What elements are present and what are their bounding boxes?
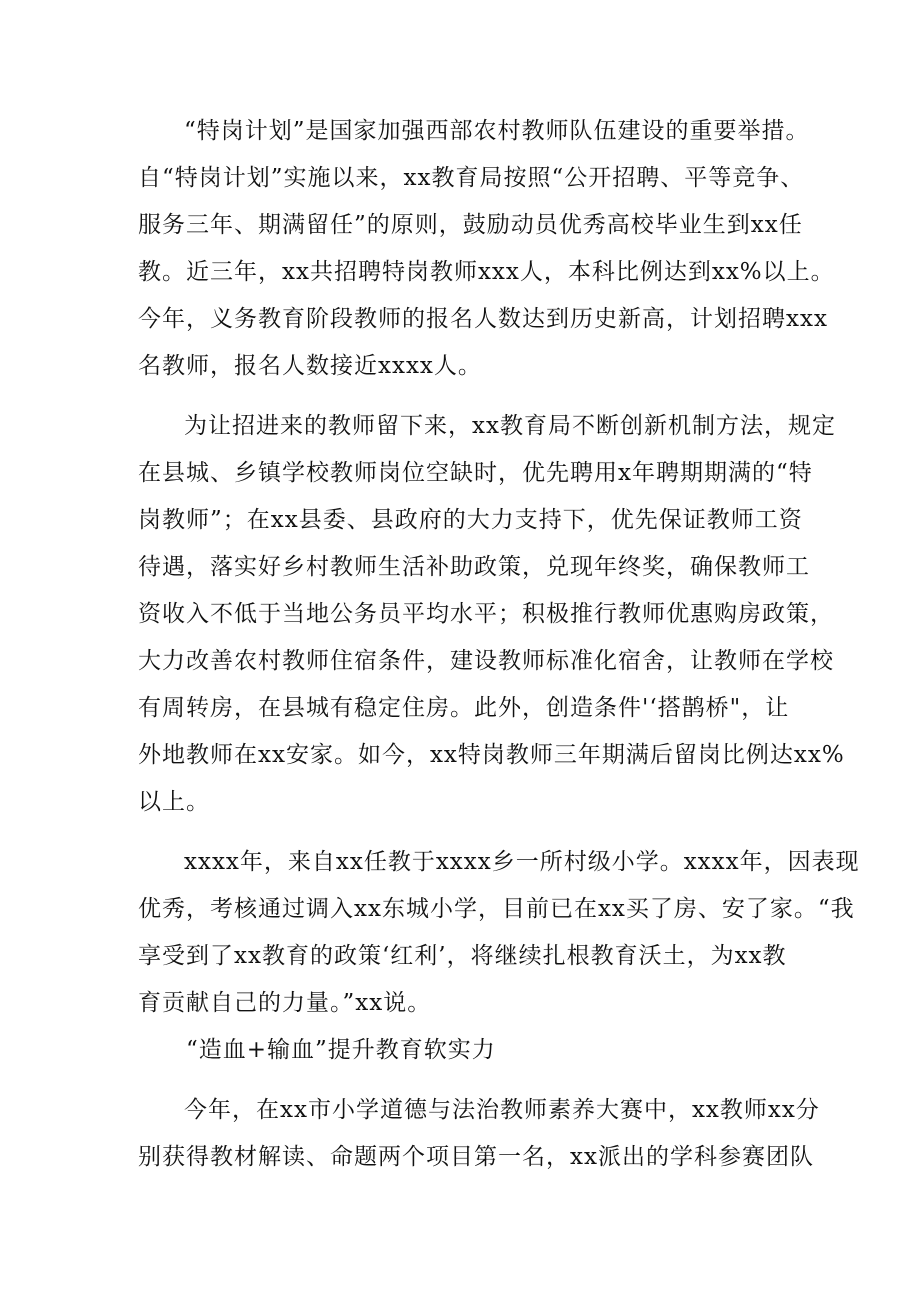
paragraph-teacher-story [138, 839, 860, 1027]
text-line: xxxx年，来自xx任教于xxxx乡一所村级小学。xxxx年，因表现 [184, 849, 860, 875]
text-line: 资收入不低于当地公务员平均水平；积极推行教师优惠购房政策， [138, 601, 834, 627]
text-line: 育贡献自己的力量。”xx说。 [138, 990, 432, 1016]
section-heading-text: “造血+输血”提升教育软实力 [186, 1037, 496, 1063]
text-line: 教。近三年，xx共招聘特岗教师xxx人，本科比例达到xx%以上。 [138, 259, 835, 285]
section-heading [138, 1027, 798, 1074]
text-line: 为让招进来的教师留下来，xx教育局不断创新机制方法，规定 [184, 413, 836, 439]
text-line: 优秀，考核通过调入xx东城小学，目前已在xx买了房、安了家。“我 [138, 896, 855, 922]
paragraph-special-post-plan [138, 108, 835, 390]
text-line: “特岗计划”是国家加强西部农村教师队伍建设的重要举措。 [184, 118, 810, 144]
text-line: 今年，义务教育阶段教师的报名人数达到历史新高，计划招聘xxx [138, 306, 828, 332]
paragraph-teacher-retention [138, 403, 845, 826]
text-line: 以上。 [138, 789, 210, 815]
text-line: 名教师，报名人数接近xxxx人。 [138, 353, 482, 379]
text-line: 大力改善农村教师住宿条件，建设教师标准化宿舍，让教师在学校 [138, 648, 834, 674]
paragraph-gap [138, 1074, 798, 1087]
text-line: 有周转房，在县城有稳定住房。此外，创造条件'‘搭鹊桥"，让 [138, 695, 790, 721]
text-line: 自“特岗计划”实施以来，xx教育局按照“公开招聘、平等竞争、 [138, 165, 805, 191]
text-line: 享受到了xx教育的政策‘红利’，将继续扎根教育沃土，为xx教 [138, 943, 787, 969]
document-body [138, 108, 860, 1181]
paragraph-competition [138, 1087, 820, 1181]
text-line: 待遇，落实好乡村教师生活补助政策，兑现年终奖，确保教师工 [138, 554, 810, 580]
text-line: 今年，在xx市小学道德与法治教师素养大赛中，xx教师xx分 [184, 1097, 820, 1123]
paragraph-gap [138, 826, 798, 839]
text-line: 别获得教材解读、命题两个项目第一名，xx派出的学科参赛团队 [138, 1144, 814, 1170]
paragraph-gap [138, 390, 798, 403]
text-line: 外地教师在xx安家。如今，xx特岗教师三年期满后留岗比例达xx% [138, 742, 845, 768]
text-line: 在县城、乡镇学校教师岗位空缺时，优先聘用x年聘期期满的“特 [138, 460, 813, 486]
text-line: 服务三年、期满留任”的原则，鼓励动员优秀高校毕业生到xx任 [138, 212, 803, 238]
text-line: 岗教师”；在xx县委、县政府的大力支持下，优先保证教师工资 [138, 507, 803, 533]
